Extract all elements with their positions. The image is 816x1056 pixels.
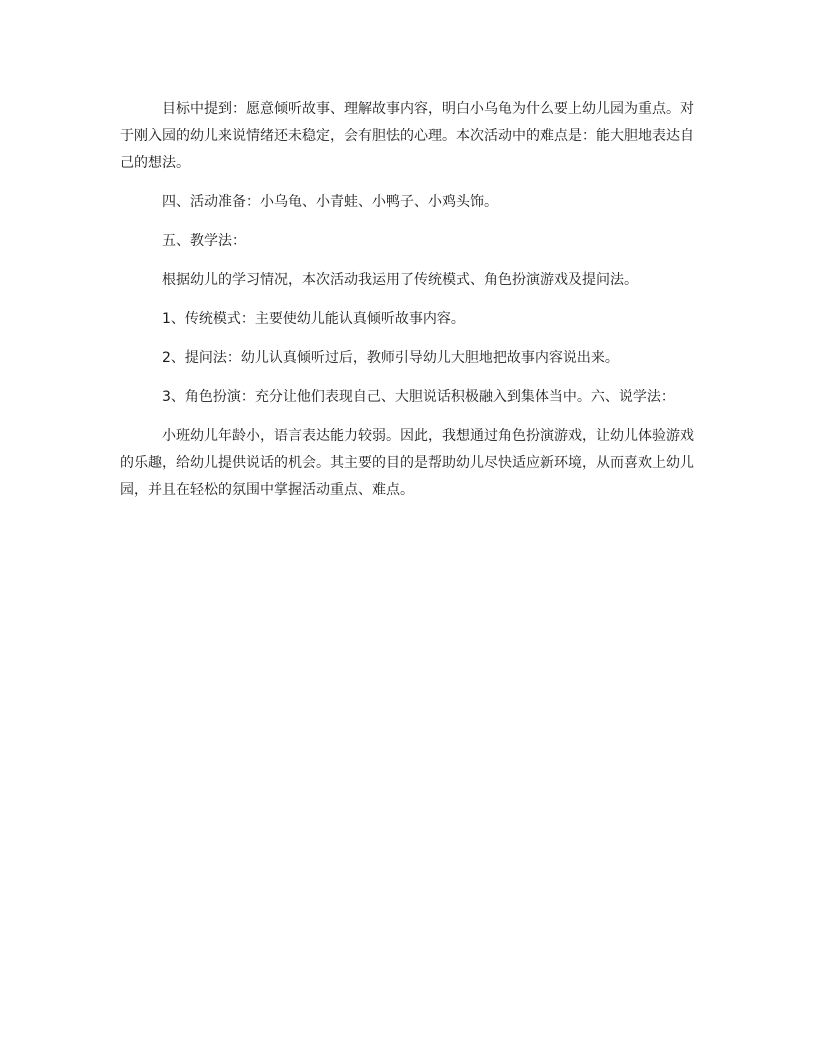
- paragraph-traditional-mode: 1、传统模式：主要使幼儿能认真倾听故事内容。: [162, 311, 465, 327]
- paragraph-role-play: 3、角色扮演：充分让他们表现自己、大胆说话积极融入到集体当中。六、说学法：: [162, 389, 675, 405]
- document-body: [120, 96, 696, 516]
- paragraph-questioning-method: 2、提问法：幼儿认真倾听过后，教师引导幼儿大胆地把故事内容说出来。: [162, 350, 619, 366]
- paragraph-teaching-method-intro: 根据幼儿的学习情况，本次活动我运用了传统模式、角色扮演游戏及提问法。: [162, 272, 638, 288]
- paragraph-goals: 目标中提到：愿意倾听故事、理解故事内容，明白小乌龟为什么要上幼儿园为重点。对于刚入园的幼儿来说情绪还未稳定，会有胆怯的心理。本次活动中的难点是：能大胆地表达自己的想法。: [120, 101, 694, 171]
- paragraph-teaching-method-heading: 五、教学法：: [162, 233, 246, 249]
- paragraph-learning-method: 小班幼儿年龄小，语言表达能力较弱。因此，我想通过角色扮演游戏，让幼儿体验游戏的乐趣，给幼儿提供说话的机会。其主要的目的是帮助幼儿尽快适应新环境，从而喜欢上幼儿园，并且在轻松的氛围中掌握活动重点、难点。: [120, 428, 694, 498]
- paragraph-activity-preparation: 四、活动准备：小乌龟、小青蛙、小鸭子、小鸡头饰。: [162, 194, 498, 210]
